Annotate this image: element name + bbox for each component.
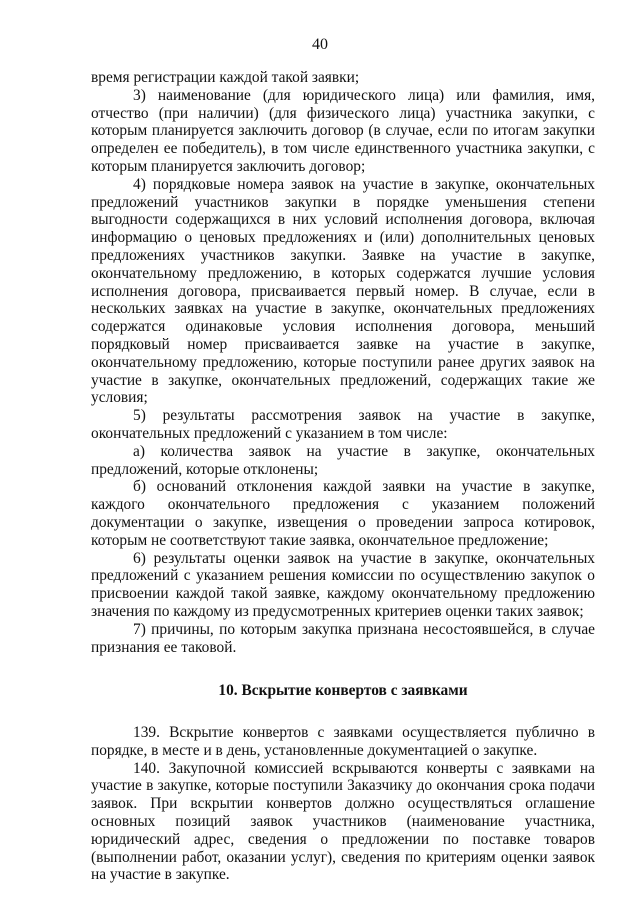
clause-140: 140. Закупочной комиссией вскрываются конверты с заявками на участие в закупке, которые поступили Заказчику до окончания срока подачи заявок. При вскрытии конвертов должно осуществляться оглашение основных позиций заявок участников (наименование участника, юридический адрес, сведения о предложении по поставке товаров (выполнении работ, оказании услуг), сведения по критериям оценки заявок на участие в закупке. bbox=[91, 759, 595, 884]
list-item-6: 6) результаты оценки заявок на участие в закупке, окончательных предложений с указанием решения комиссии по осуществлению закупок о присвоении каждой такой заявке, каждому окончательному предложению значения по каждому из предусмотренных критериев оценки таких заявок; bbox=[91, 549, 595, 620]
list-item-7: 7) причины, по которым закупка признана несостоявшейся, в случае признания ее таковой. bbox=[91, 620, 595, 656]
page-content bbox=[91, 69, 595, 884]
section-heading: 10. Вскрытие конвертов с заявками bbox=[218, 682, 468, 700]
sub-item-b: б) оснований отклонения каждой заявки на участие в закупке, каждого окончательного предложения с указанием положений документации о закупке, извещения о проведении запроса котировок, которым не соответствуют такие заявка, окончательное предложение; bbox=[91, 478, 595, 549]
list-item-3: 3) наименование (для юридического лица) или фамилия, имя, отчество (при наличии) (для физического лица) участника закупки, с которым планируется заключить договор (в случае, если по итогам закупки определен ее победитель), в том числе единственного участника закупки, с которым планируется заключить договор; bbox=[91, 86, 595, 175]
list-item-5: 5) результаты рассмотрения заявок на участие в закупке, окончательных предложений с указанием в том числе: bbox=[91, 407, 595, 442]
sub-item-a: а) количества заявок на участие в закупке, окончательных предложений, которые отклонены; bbox=[91, 442, 595, 478]
paragraph-continuation: время регистрации каждой такой заявки; bbox=[91, 69, 360, 86]
clause-139: 139. Вскрытие конвертов с заявками осуществляется публично в порядке, в месте и в день, установленные документацией о закупке. bbox=[91, 724, 595, 759]
page-number: 40 bbox=[312, 36, 328, 53]
list-item-4: 4) порядковые номера заявок на участие в закупке, окончательных предложений участников закупки в порядке уменьшения степени выгодности содержащихся в них условий исполнения договора, включая информацию о ценовых предложениях и (или) дополнительных ценовых предложениях участников закупки. Заявке на участие в закупке, окончательному предложению, в которых содержатся лучшие условия исполнения договора, присваивается первый номер. В случае, если в нескольких заявках на участие в закупке, окончательных предложениях содержатся одинаковые условия исполнения договора, меньший порядковый номер присваивается заявке на участие в закупке, окончательному предложению, которые поступили ранее других заявок на участие в закупке, окончательных предложений, содержащих такие же условия; bbox=[91, 175, 595, 407]
